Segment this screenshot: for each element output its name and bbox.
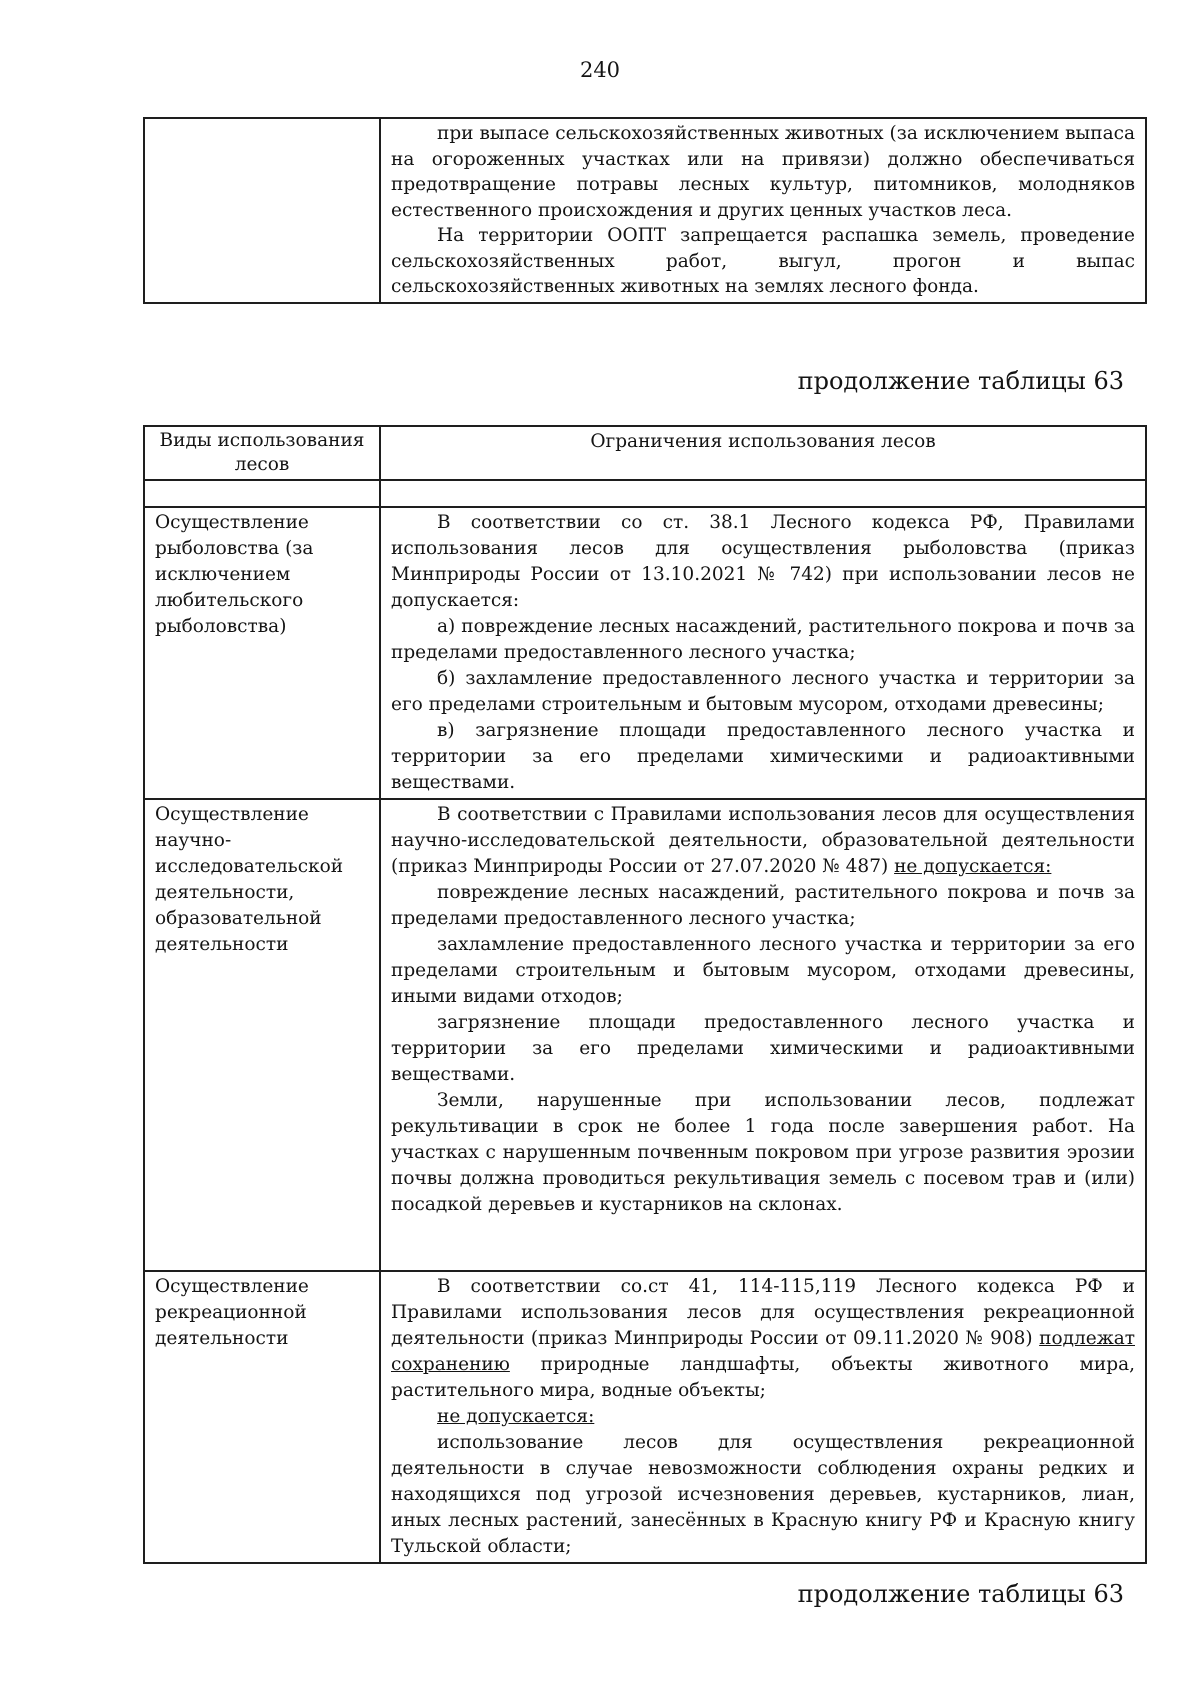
table-row [144, 507, 1146, 799]
paragraph: б) захламление предоставленного лесного участка и территории за его пределами строительным и бытовым мусором, отходами древесины; [391, 668, 1135, 715]
underlined-phrase: не допускается: [894, 856, 1052, 877]
empty-cell [144, 480, 380, 507]
table-continuation-label: продолжение таблицы 63 [797, 1580, 1124, 1608]
paragraph: В соответствии со ст. 38.1 Лесного кодекса РФ, Правилами использования лесов для осуществления рыболовства (приказ Минприроды России от 13.10.2021 № 742) при использовании лесов не допускается: [391, 512, 1135, 611]
paragraph: захламление предоставленного лесного участка и территории за его пределами строительным и бытовым мусором, отходами древесины, иными видами отходов; [391, 934, 1135, 1007]
top-table-text-cell [380, 118, 1146, 303]
table-spacer-row [144, 480, 1146, 507]
page-number: 240 [579, 58, 621, 82]
top-table-fragment [143, 117, 1147, 304]
paragraph [391, 1404, 1135, 1430]
paragraph [391, 802, 1135, 880]
paragraph-text: природные ландшафты, объекты животного мира, растительного мира, водные объекты; [391, 1354, 1135, 1401]
underlined-phrase: не допускается: [437, 1406, 595, 1427]
paragraph: использование лесов для осуществления рекреационной деятельности в случае невозможности соблюдения охраны редких и находящихся под угрозой исчезновения деревьев, кустарников, лиан, иных лесных растений, занесённых в Красную книгу РФ и Красную книгу Тульской области; [391, 1432, 1135, 1557]
table-row [144, 1271, 1146, 1563]
paragraph-text: В соответствии со.ст 41, 114-115,119 Лесного кодекса РФ и Правилами использования лесов для осуществления рекреационной деятельности (приказ Минприроды России от 09.11.2020 № 908) [391, 1276, 1135, 1349]
paragraph: загрязнение площади предоставленного лесного участка и территории за его пределами химическими и радиоактивными веществами. [391, 1012, 1135, 1085]
usage-type-cell: Осуществление научно-исследовательской деятельности, образовательной деятельности [144, 799, 380, 1271]
paragraph: На территории ООПТ запрещается распашка земель, проведение сельскохозяйственных работ, выгул, прогон и выпас сельскохозяйственных животных на землях лесного фонда. [391, 225, 1135, 297]
paragraph [391, 1274, 1135, 1404]
usage-type-cell: Осуществление рыболовства (за исключением любительского рыболовства) [144, 507, 380, 799]
main-table [143, 425, 1147, 1564]
paragraph: в) загрязнение площади предоставленного лесного участка и территории за его пределами химическими и радиоактивными веществами. [391, 720, 1135, 793]
restrictions-cell [380, 507, 1146, 799]
table-header-row [144, 426, 1146, 480]
header-usage-types: Виды использования лесов [144, 426, 380, 480]
paragraph: Земли, нарушенные при использовании лесов, подлежат рекультивации в срок не более 1 года после завершения работ. На участках с нарушенным почвенным покровом при угрозе развития эрозии почвы должна проводиться рекультивация земель с посевом трав и (или) посадкой деревьев и кустарников на склонах. [391, 1090, 1135, 1215]
paragraph: повреждение лесных насаждений, растительного покрова и почв за пределами предоставленного лесного участка; [391, 882, 1135, 929]
empty-cell [380, 480, 1146, 507]
usage-type-cell: Осуществление рекреационной деятельности [144, 1271, 380, 1563]
table-row [144, 799, 1146, 1271]
restrictions-cell [380, 799, 1146, 1271]
header-restrictions: Ограничения использования лесов [380, 426, 1146, 480]
paragraph: при выпасе сельскохозяйственных животных (за исключением выпаса на огороженных участках или на привязи) должно обеспечиваться предотвращение потравы лесных культур, питомников, молодняков естественного происхождения и других ценных участков леса. [391, 123, 1135, 221]
top-table-empty-cell [144, 118, 380, 303]
paragraph-text: В соответствии с Правилами использования лесов для осуществления научно-исследовательской деятельности, образовательной деятельности (приказ Минприроды России от 27.07.2020 № 487) [391, 804, 1135, 877]
restrictions-cell [380, 1271, 1146, 1563]
paragraph: а) повреждение лесных насаждений, растительного покрова и почв за пределами предоставленного лесного участка; [391, 616, 1135, 663]
underlined-phrase: подлежат сохранению [391, 1328, 1135, 1375]
table-continuation-label: продолжение таблицы 63 [797, 367, 1124, 395]
